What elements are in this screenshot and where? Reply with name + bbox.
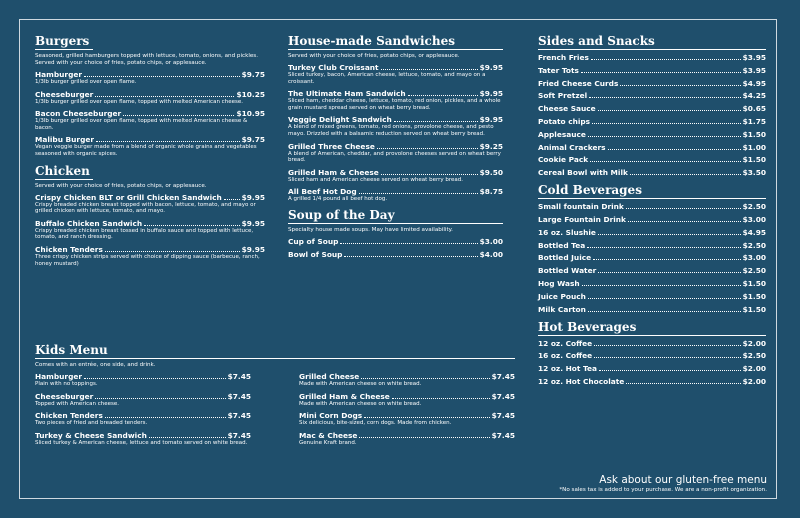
item-list xyxy=(35,193,265,268)
item-name: 12 oz. Coffee xyxy=(538,338,593,348)
item-price: $7.45 xyxy=(227,430,251,440)
menu-item xyxy=(299,392,515,408)
item-price: $3.00 xyxy=(742,253,766,263)
cold-beverages-section xyxy=(538,183,766,313)
menu-item xyxy=(538,53,766,62)
menu-item xyxy=(35,193,265,215)
section-title: Cold Beverages xyxy=(538,183,766,199)
item-name: Small fountain Drink xyxy=(538,202,624,212)
item-price: $4.95 xyxy=(742,78,766,88)
menu-item-row xyxy=(538,266,766,275)
dot-leader xyxy=(593,258,740,260)
dot-leader xyxy=(359,192,478,194)
menu-item-row xyxy=(35,70,265,79)
menu-item-row xyxy=(538,79,766,88)
dot-leader xyxy=(123,114,234,116)
item-name: Bottled Juice xyxy=(538,253,592,263)
menu-item xyxy=(299,372,515,388)
item-description: Made with American cheese on white bread. xyxy=(299,381,422,387)
gluten-free-notice: Ask about our gluten-free menu xyxy=(599,474,767,486)
item-name: Tater Tots xyxy=(538,65,579,75)
menu-item xyxy=(288,250,503,259)
menu-item xyxy=(35,392,251,408)
item-price: $9.75 xyxy=(241,135,265,145)
item-name: Hog Wash xyxy=(538,278,580,288)
dot-leader xyxy=(599,369,741,371)
item-description: Sliced turkey, bacon, American cheese, lettuce, tomato, and mayo on a croissant. xyxy=(288,72,486,85)
menu-item-row xyxy=(538,104,766,113)
dot-leader xyxy=(361,377,489,379)
item-list xyxy=(288,237,503,259)
menu-item-row xyxy=(538,253,766,262)
item-name: Cup of Soup xyxy=(288,236,339,246)
dot-leader xyxy=(408,94,478,96)
burgers-section xyxy=(35,34,265,158)
dot-leader xyxy=(105,416,226,418)
menu-item-row xyxy=(538,143,766,152)
soup-section xyxy=(288,208,503,259)
menu-item xyxy=(538,377,766,386)
section-description: Comes with an entrée, one side, and drink. xyxy=(35,362,156,368)
dot-leader xyxy=(588,310,741,312)
menu-item xyxy=(538,279,766,288)
item-name: Milk Carton xyxy=(538,304,586,314)
item-name: 12 oz. Hot Tea xyxy=(538,364,598,374)
dot-leader xyxy=(582,284,741,286)
dot-leader xyxy=(598,271,740,273)
menu-item xyxy=(538,364,766,373)
dot-leader xyxy=(587,246,740,248)
dot-leader xyxy=(84,377,226,379)
item-price: $9.50 xyxy=(479,167,503,177)
dot-leader xyxy=(598,233,741,235)
menu-item xyxy=(35,135,265,157)
item-name: Turkey Club Croissant xyxy=(288,63,379,72)
menu-item-row xyxy=(35,193,265,202)
menu-item xyxy=(538,228,766,237)
section-title: Sides and Snacks xyxy=(538,34,766,50)
menu-item-row xyxy=(538,364,766,373)
section-title: Hot Beverages xyxy=(538,320,766,336)
menu-item xyxy=(538,155,766,164)
item-name: Applesauce xyxy=(538,129,586,139)
menu-item xyxy=(538,266,766,275)
item-name: Bottled Tea xyxy=(538,240,586,250)
menu-item xyxy=(288,89,503,111)
item-description: A grilled 1/4 pound all beef hot dog. xyxy=(288,196,388,203)
item-name: Cheeseburger xyxy=(35,391,94,401)
item-description: Sliced ham and American cheese served on wheat berry bread. xyxy=(288,176,464,183)
item-list xyxy=(538,53,766,177)
menu-item xyxy=(538,292,766,301)
menu-item-row xyxy=(538,241,766,250)
item-name: Hamburger xyxy=(35,70,83,79)
menu-item-row xyxy=(35,135,265,144)
menu-item xyxy=(35,90,265,106)
column-middle xyxy=(288,34,503,263)
menu-item xyxy=(538,253,766,262)
item-name: Fried Cheese Curds xyxy=(538,78,619,88)
dot-leader xyxy=(626,382,740,384)
column-left xyxy=(35,34,265,271)
item-price: $7.45 xyxy=(491,372,515,381)
dot-leader xyxy=(364,416,489,418)
item-description: Sliced turkey & American cheese, lettuce and tomato served on white bread. xyxy=(35,439,248,446)
dot-leader xyxy=(381,173,478,175)
menu-item xyxy=(538,215,766,224)
section-title: Kids Menu xyxy=(35,343,515,359)
menu-item-row xyxy=(538,279,766,288)
item-price: $7.45 xyxy=(491,411,515,421)
item-price: $7.45 xyxy=(491,430,515,440)
dot-leader xyxy=(95,95,234,97)
item-name: 16 oz. Slushie xyxy=(538,227,596,237)
item-price: $2.50 xyxy=(742,351,766,361)
dot-leader xyxy=(628,220,741,222)
menu-item-row xyxy=(538,305,766,314)
item-price: $8.75 xyxy=(479,187,503,197)
item-name: Chicken Tenders xyxy=(35,411,103,421)
menu-item-row xyxy=(35,411,251,420)
item-price: $10.95 xyxy=(236,109,265,119)
item-name: Malibu Burger xyxy=(35,135,95,145)
item-name: Mini Corn Dogs xyxy=(299,411,363,421)
item-price: $2.00 xyxy=(742,376,766,386)
item-price: $0.65 xyxy=(742,104,766,114)
item-description: Genuine Kraft brand. xyxy=(299,439,357,446)
menu-item xyxy=(299,431,515,447)
item-list xyxy=(538,202,766,313)
item-price: $4.00 xyxy=(479,249,503,259)
item-price: $1.50 xyxy=(742,304,766,314)
menu-item xyxy=(288,63,503,85)
dot-leader xyxy=(224,198,240,200)
item-name: 12 oz. Hot Chocolate xyxy=(538,376,625,386)
menu-item-row xyxy=(538,168,766,177)
item-name: Hamburger xyxy=(35,372,83,381)
menu-item xyxy=(538,241,766,250)
menu-item xyxy=(538,130,766,139)
item-price: $2.50 xyxy=(742,202,766,212)
item-price: $2.00 xyxy=(742,364,766,374)
item-name: Large Fountain Drink xyxy=(538,214,626,224)
dot-leader xyxy=(105,250,240,252)
item-description: A blend of American, cheddar, and provolone cheeses served on wheat berry bread. xyxy=(288,150,501,164)
menu-item xyxy=(538,143,766,152)
item-name: Bacon Cheeseburger xyxy=(35,109,122,119)
item-price: $3.00 xyxy=(742,214,766,224)
dot-leader xyxy=(95,397,225,399)
item-price: $2.00 xyxy=(742,338,766,348)
dot-leader xyxy=(608,148,741,150)
item-price: $1.50 xyxy=(742,278,766,288)
menu-item-row xyxy=(288,63,503,72)
dot-leader xyxy=(394,120,478,122)
item-name: Crispy Chicken BLT or Grill Chicken Sandwich xyxy=(35,192,222,202)
item-name: Mac & Cheese xyxy=(299,430,358,440)
dot-leader xyxy=(590,160,740,162)
menu-item-row xyxy=(538,91,766,100)
dot-leader xyxy=(626,207,741,209)
item-price: $9.75 xyxy=(241,70,265,79)
dot-leader xyxy=(592,122,741,124)
item-price: $1.50 xyxy=(742,155,766,165)
item-price: $3.50 xyxy=(742,168,766,178)
item-price: $9.25 xyxy=(479,141,503,151)
item-price: $7.45 xyxy=(491,391,515,401)
item-price: $2.50 xyxy=(742,266,766,276)
item-description: 1/3lb burger grilled over open flame, topped with melted American cheese & bacon. xyxy=(35,118,248,131)
section-description: Specialty house made soups. May have limited availability. xyxy=(288,226,453,233)
menu-item-row xyxy=(538,377,766,386)
item-name: The Ultimate Ham Sandwich xyxy=(288,89,406,99)
item-description: Sliced ham, cheddar cheese, lettuce, tomato, red onion, pickles, and a whole grain mustard spread served on wheat berry bread. xyxy=(288,98,501,111)
menu-item-row xyxy=(288,115,503,124)
item-list xyxy=(35,70,265,158)
item-name: Grilled Cheese xyxy=(299,372,360,381)
dot-leader xyxy=(588,135,741,137)
item-name: French Fries xyxy=(538,53,589,62)
menu-item-row xyxy=(538,215,766,224)
item-price: $7.45 xyxy=(227,391,251,401)
menu-item xyxy=(288,115,503,137)
dot-leader xyxy=(620,84,740,86)
section-title: Chicken xyxy=(35,164,93,180)
item-name: Grilled Three Cheese xyxy=(288,141,375,151)
menu-item-row xyxy=(35,392,251,401)
dot-leader xyxy=(359,436,489,438)
column-right xyxy=(538,34,766,390)
menu-item-row xyxy=(288,89,503,98)
menu-item-row xyxy=(35,219,265,228)
menu-item-row xyxy=(35,109,265,118)
menu-item xyxy=(288,142,503,164)
item-name: Grilled Ham & Cheese xyxy=(288,167,379,177)
sides-section xyxy=(538,34,766,177)
menu-item-row xyxy=(538,202,766,211)
menu-item-row xyxy=(288,142,503,151)
section-title: Soup of the Day xyxy=(288,208,503,224)
menu-item-row xyxy=(538,130,766,139)
item-description: Crispy breaded chicken breast tossed in buffalo sauce and topped with lettuce, tomato, and ranch dressing. xyxy=(35,227,254,241)
dot-leader xyxy=(381,68,478,70)
menu-item xyxy=(288,168,503,184)
menu-item-row xyxy=(288,168,503,177)
dot-leader xyxy=(581,71,741,73)
item-list xyxy=(299,372,515,450)
item-price: $9.95 xyxy=(241,218,265,228)
menu-item xyxy=(538,66,766,75)
dot-leader xyxy=(84,75,240,77)
item-name: Juice Pouch xyxy=(538,291,586,301)
hot-beverages-section xyxy=(538,320,766,386)
menu-item-row xyxy=(35,431,251,440)
dot-leader xyxy=(144,224,240,226)
menu-item xyxy=(35,109,265,131)
menu-item-row xyxy=(35,372,251,381)
section-description: Seasoned, grilled hamburgers topped with lettuce, tomato, onions, and pickles. Served with your choice of fries, potato chips, or applesauce. xyxy=(35,53,259,66)
menu-item-row xyxy=(299,411,515,420)
item-name: All Beef Hot Dog xyxy=(288,187,357,197)
menu-item xyxy=(538,351,766,360)
dot-leader xyxy=(594,356,740,358)
dot-leader xyxy=(589,96,740,98)
item-description: A blend of mixed greens, tomato, red onions, provolone cheese, and pesto mayo. Drizzled with a balsamic reduction served on wheat berry bread. xyxy=(288,124,494,137)
menu-item-row xyxy=(538,339,766,348)
item-price: $7.45 xyxy=(227,372,251,381)
item-name: Cheeseburger xyxy=(35,89,94,99)
item-name: Veggie Delight Sandwich xyxy=(288,115,392,125)
menu-item-row xyxy=(299,392,515,401)
menu-item xyxy=(35,219,265,241)
kids-section xyxy=(35,343,515,450)
menu-item-row xyxy=(538,53,766,62)
chicken-section xyxy=(35,164,265,268)
item-description: Vegan veggie burger made from a blend of organic whole grains and vegetables seasoned with organic spices. xyxy=(35,144,257,157)
dot-leader xyxy=(630,173,741,175)
item-description: Three crispy chicken strips served with choice of dipping sauce (barbecue, ranch, honey mustard) xyxy=(35,253,260,267)
menu-item xyxy=(35,245,265,267)
dot-leader xyxy=(594,344,740,346)
menu-item xyxy=(35,411,251,427)
menu-item xyxy=(299,411,515,427)
menu-item xyxy=(538,202,766,211)
menu-item-row xyxy=(35,245,265,254)
menu-item xyxy=(288,187,503,203)
section-description: Served with your choice of fries, potato chips, or applesauce. xyxy=(288,53,460,59)
item-price: $7.45 xyxy=(227,411,251,421)
menu-item-row xyxy=(35,90,265,99)
item-name: Buffalo Chicken Sandwich xyxy=(35,218,143,228)
item-list xyxy=(538,339,766,386)
item-name: 16 oz. Coffee xyxy=(538,351,593,361)
menu-item xyxy=(538,339,766,348)
sandwiches-section xyxy=(288,34,503,203)
menu-item-row xyxy=(538,117,766,126)
item-price: $9.95 xyxy=(479,63,503,72)
menu-item xyxy=(35,70,265,86)
item-price: $9.95 xyxy=(479,89,503,99)
item-name: Potato chips xyxy=(538,116,591,126)
section-title: Burgers xyxy=(35,34,93,50)
menu-item xyxy=(538,79,766,88)
menu-item xyxy=(288,237,503,246)
item-description: Crispy breaded chicken breast topped with bacon, lettuce, tomato, and mayo or grilled chicken with lettuce, tomato, and mayo. xyxy=(35,201,256,215)
section-description: Served with your choice of fries, potato chips, or applesauce. xyxy=(35,182,207,189)
item-price: $3.95 xyxy=(742,53,766,62)
menu-item-row xyxy=(538,351,766,360)
item-list xyxy=(35,372,251,450)
item-price: $4.25 xyxy=(742,91,766,101)
item-description: 1/3lb burger grilled over open flame, topped with melted American cheese. xyxy=(35,98,243,105)
menu-item xyxy=(538,305,766,314)
menu-item-row xyxy=(288,250,503,259)
menu-item-row xyxy=(538,228,766,237)
kids-grid xyxy=(35,372,515,450)
menu-item-row xyxy=(288,237,503,246)
menu-item xyxy=(35,372,251,388)
item-description: Six delicious, bite-sized, corn dogs. Made from chicken. xyxy=(299,420,452,427)
dot-leader xyxy=(591,58,741,60)
item-name: Bowl of Soup xyxy=(288,249,343,259)
item-price: $9.95 xyxy=(241,192,265,202)
dot-leader xyxy=(96,140,240,142)
menu-item xyxy=(538,91,766,100)
dot-leader xyxy=(588,297,741,299)
item-price: $10.25 xyxy=(236,89,265,99)
menu-item-row xyxy=(538,155,766,164)
item-name: Chicken Tenders xyxy=(35,244,103,254)
menu-item-row xyxy=(299,431,515,440)
menu-item xyxy=(538,117,766,126)
item-name: Cookie Pack xyxy=(538,155,589,165)
item-name: Soft Pretzel xyxy=(538,91,588,101)
item-description: 1/3lb burger grilled over open flame. xyxy=(35,79,137,85)
dot-leader xyxy=(344,255,477,257)
item-price: $1.50 xyxy=(742,129,766,139)
item-price: $1.75 xyxy=(742,116,766,126)
item-price: $1.50 xyxy=(742,291,766,301)
item-name: Bottled Water xyxy=(538,266,597,276)
item-price: $3.00 xyxy=(479,236,503,246)
item-name: Grilled Ham & Cheese xyxy=(299,391,390,401)
item-name: Cereal Bowl with Milk xyxy=(538,168,628,178)
dot-leader xyxy=(149,436,226,438)
menu-item xyxy=(538,104,766,113)
tax-note: *No sales tax is added to your purchase. We are a non-profit organization. xyxy=(559,487,767,493)
item-name: Turkey & Cheese Sandwich xyxy=(35,430,147,440)
menu-item-row xyxy=(299,372,515,381)
dot-leader xyxy=(377,147,478,149)
item-price: $3.95 xyxy=(742,65,766,75)
item-price: $2.50 xyxy=(742,240,766,250)
item-description: Plain with no toppings. xyxy=(35,381,98,387)
item-description: Topped with American cheese. xyxy=(35,400,120,407)
item-name: Animal Crackers xyxy=(538,142,606,152)
item-price: $4.95 xyxy=(742,227,766,237)
item-price: $9.95 xyxy=(479,115,503,125)
menu-item-row xyxy=(538,292,766,301)
menu-item-row xyxy=(288,187,503,196)
dot-leader xyxy=(340,242,477,244)
menu-item xyxy=(538,168,766,177)
item-price: $9.95 xyxy=(241,244,265,254)
item-price: $1.00 xyxy=(742,142,766,152)
menu-item-row xyxy=(538,66,766,75)
item-name: Cheese Sauce xyxy=(538,104,596,114)
section-title: House-made Sandwiches xyxy=(288,34,503,50)
item-description: Two pieces of fried and breaded tenders. xyxy=(35,420,148,427)
dot-leader xyxy=(598,109,741,111)
item-list xyxy=(288,63,503,203)
menu-item xyxy=(35,431,251,447)
item-description: Made with American cheese on white bread. xyxy=(299,400,422,407)
dot-leader xyxy=(392,397,490,399)
